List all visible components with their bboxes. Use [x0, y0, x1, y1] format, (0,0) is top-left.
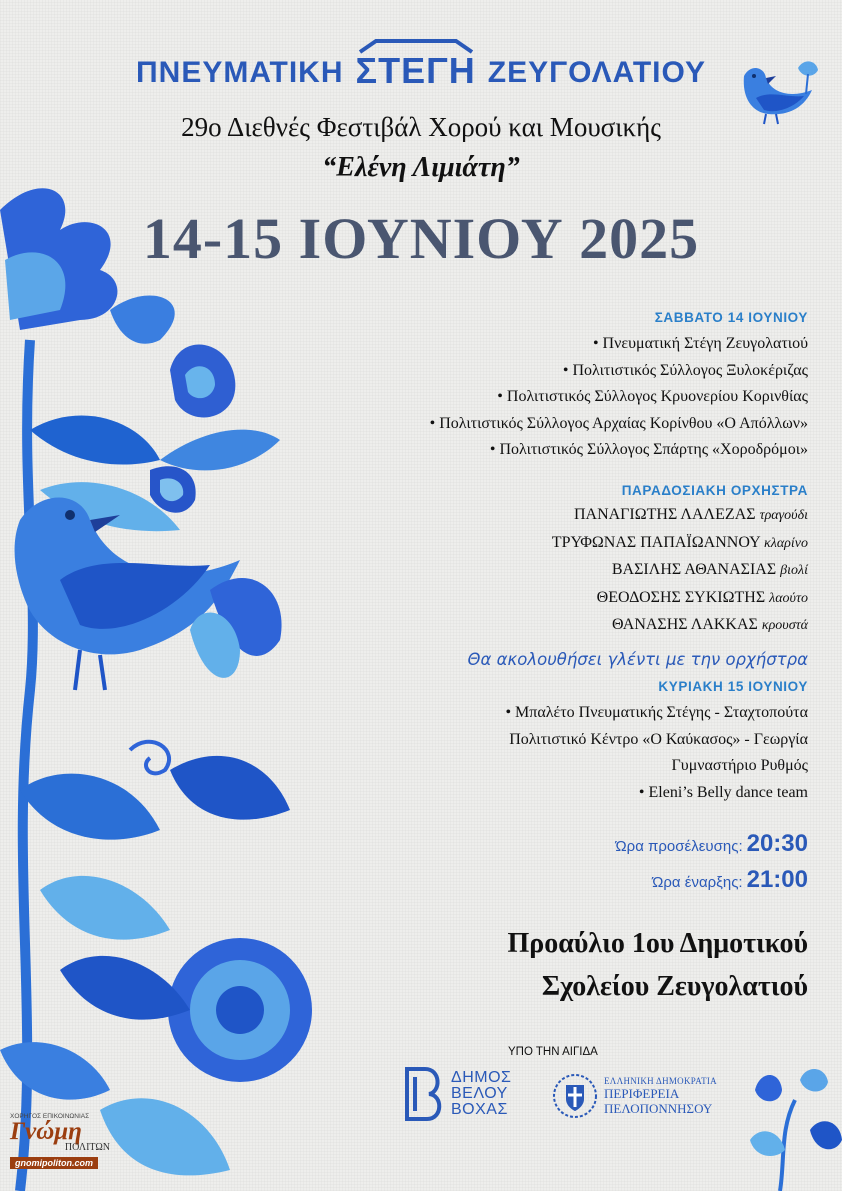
list-item: • Πνευματική Στέγη Ζευγολατιού [592, 335, 808, 352]
arrival-label: Ώρα προσέλευσης: [615, 838, 743, 855]
list-item: • Πολιτιστικός Σύλλογος Σπάρτης «Χοροδρόμοι» [489, 441, 808, 458]
aegis-label: ΥΠΟ ΤΗΝ ΑΙΓΙΔΑ [508, 1046, 598, 1058]
member-name: ΤΡΥΦΩΝΑΣ ΠΑΠΑΪΩΑΝΝΟΥ [551, 533, 761, 551]
org-title-left: ΠΝΕΥΜΑΤΙΚΗ [135, 56, 344, 89]
tulip-icon [170, 345, 235, 418]
festival-name: “Ελένη Λιμιάτη” [322, 152, 520, 183]
greek-emblem-icon [552, 1073, 598, 1119]
municipality-logo [403, 1067, 511, 1121]
orchestra-member [468, 585, 808, 613]
org-title-right: ΖΕΥΓΟΛΑΤΙΟΥ [487, 56, 707, 89]
list-item: • Eleni’s Belly dance team [638, 783, 808, 801]
orchestra-member [468, 530, 808, 558]
media-sponsor-logo [10, 1113, 130, 1171]
org-title-middle: ΣΤΕΓΗ [355, 50, 476, 91]
start-label: Ώρα έναρξης: [652, 874, 743, 891]
municipality-line-1: ΔΗΜΟΣ [451, 1069, 512, 1086]
media-logo-subtext: ΠΟΛΙΤΩΝ [64, 1142, 110, 1153]
list-item: Πολιτιστικό Κέντρο «Ο Καύκασος» - Γεωργία [509, 730, 808, 748]
region-line-1: ΕΛΛΗΝΙΚΗ ΔΗΜΟΚΡΑΤΙΑ [604, 1076, 717, 1086]
festival-subtitle: 29ο Διεθνές Φεστιβάλ Χορού και Μουσικής [181, 112, 661, 142]
member-role: κρουστά [761, 618, 808, 633]
region-line-3: ΠΕΛΟΠΟΝΝΗΣΟΥ [604, 1101, 713, 1116]
list-item: • Πολιτιστικός Σύλλογος Κρυονερίου Κορινθίας [497, 388, 808, 405]
orchestra-section [468, 483, 808, 669]
orchestra-member [468, 612, 808, 640]
member-role: βιολί [780, 563, 808, 578]
list-item: Γυμναστήριο Ρυθμός [671, 757, 808, 774]
arrival-time-row [615, 830, 808, 858]
member-role: τραγούδι [759, 508, 808, 523]
celebration-note: Θα ακολουθήσει γλέντι με την ορχήστρα [467, 649, 808, 669]
orchestra-member [468, 502, 808, 530]
media-logo-text: Γνώμη [10, 1118, 82, 1145]
small-flower-icon [150, 466, 196, 512]
municipality-line-2: ΒΕΛΟΥ [451, 1085, 508, 1102]
saturday-heading: ΣΑΒΒΑΤΟ 14 ΙΟΥΝΙΟΥ [654, 310, 808, 325]
member-role: κλαρίνο [764, 535, 808, 551]
corner-flowers-artwork [740, 1060, 842, 1191]
start-time-row [652, 866, 808, 894]
region-logo [552, 1073, 717, 1119]
orchestra-member [468, 557, 808, 585]
region-line-2: ΠΕΡΙΦΕΡΕΙΑ [604, 1086, 680, 1101]
member-name: ΒΑΣΙΛΗΣ ΑΘΑΝΑΣΙΑΣ [611, 561, 777, 578]
member-role: λαούτο [769, 590, 808, 606]
venue-line-2: Σχολείου Ζευγολατιού [541, 971, 808, 1002]
venue [507, 922, 808, 1008]
list-item: • Πολιτιστικός Σύλλογος Ξυλοκέριζας [562, 361, 808, 379]
media-url: gnomipoliton.com [10, 1157, 98, 1169]
start-time: 21:00 [746, 866, 808, 893]
orchestra-heading: ΠΑΡΑΔΟΣΙΑΚΗ ΟΡΧΗΣΤΡΑ [621, 483, 808, 498]
venue-line-1: Προαύλιο 1ου Δημοτικού [507, 928, 808, 959]
folk-floral-artwork [0, 170, 330, 1191]
arrival-time: 20:30 [746, 830, 808, 857]
media-sponsor-label: ΧΟΡΗΓΟΣ ΕΠΙΚΟΙΝΩΝΙΑΣ [10, 1113, 90, 1120]
municipality-line-3: ΒΟΧΑΣ [451, 1101, 508, 1118]
list-item: • Πολιτιστικός Σύλλογος Αρχαίας Κορίνθου «Ο Απόλλων» [429, 414, 808, 432]
member-name: ΘΑΝΑΣΗΣ ΛΑΚΚΑΣ [611, 616, 758, 633]
municipality-b-icon [403, 1067, 445, 1121]
member-name: ΘΕΟΔΟΣΗΣ ΣΥΚΙΩΤΗΣ [596, 588, 766, 606]
member-name: ΠΑΝΑΓΙΩΤΗΣ ΛΑΛΕΖΑΣ [573, 506, 756, 523]
organization-title [0, 48, 842, 90]
sunday-section [505, 679, 808, 806]
sunday-heading: ΚΥΡΙΑΚΗ 15 ΙΟΥΝΙΟΥ [658, 679, 808, 694]
list-item: • Μπαλέτο Πνευματικής Στέγης - Σταχτοπούτα [505, 704, 808, 721]
festival-dates: 14-15 ΙΟΥΝΙΟΥ 2025 [142, 206, 700, 271]
saturday-section [430, 310, 808, 464]
